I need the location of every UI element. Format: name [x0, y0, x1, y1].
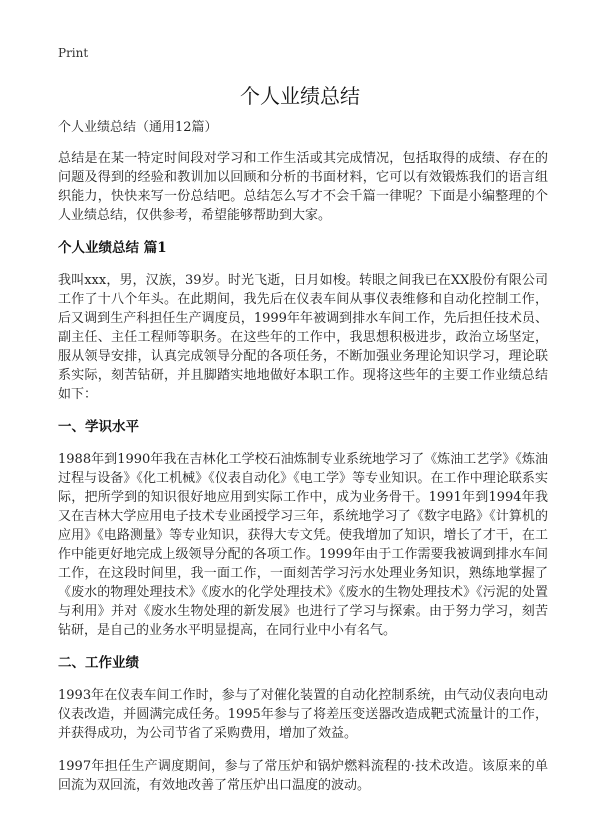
achievements-paragraph-2: 1997年担任生产调度期间，参与了常压炉和锅炉燃料流程的·技术改造。该原来的单回流为双回流，有效地改善了常压炉出口温度的波动。 — [58, 759, 548, 793]
knowledge-paragraph: 1988年到1990年我在吉林化工学校石油炼制专业系统地学习了《炼油工艺学》《炼油过程与设备》《化工机械》《仪表自动化》《电工学》等专业知识。在工作中理论联系实际，把所学到的知识很好地应用到实际工作中，成为业务骨干。1991年到1994年我又在吉林大学应用电子技术专业函授学习三年，系统地学习了《数字电路》《计算机的应用》《电路测量》等专业知识，获得大专文凭。使我增加了知识，增长了才干，在工作中能更好地完成上级领导分配的各项工作。1999年由于工作需要我被调到排水车间工作，在这段时间里，我一面工作，一面刻苦学习污水处理业务知识，熟练地掌握了《废水的物理处理技术》《废水的化学处理技术》《废水的生物处理技术》《污泥的处置与利用》并对《废水生物处理的新发展》也进行了学习与探索。由于努力学习，刻苦钻研，是自己的业务水平明显提高，在同行业中小有名气。 — [58, 452, 548, 638]
piece-heading: 个人业绩总结 篇1 — [58, 240, 167, 256]
section-heading-achievements: 二、工作业绩 — [58, 655, 139, 671]
document-subtitle: 个人业绩总结（通用12篇） — [58, 120, 218, 135]
intro-paragraph: 总结是在某一特定时间段对学习和工作生活或其完成情况，包括取得的成绩、存在的问题及得到的经验和教训加以回顾和分析的书面材料，它可以有效锻炼我们的语言组织能力，快快来写一份总结吧。总结怎么写才不会千篇一律呢？下面是小编整理的个人业绩总结，仅供参考，希望能够帮助到大家。 — [58, 151, 548, 223]
page-title: 个人业绩总结 — [240, 84, 360, 108]
document-body — [58, 118, 548, 809]
section-heading-knowledge: 一、学识水平 — [58, 419, 139, 435]
achievements-paragraph-1: 1993年在仪表车间工作时，参与了对催化装置的自动化控制系统，由气动仪表向电动仪表改造，并圆满完成任务。1995年参与了将差压变送器改造成靶式流量计的工作，并获得成功，为公司节省了采购费用，增加了效益。 — [58, 688, 548, 741]
opening-paragraph: 我叫xxx，男，汉族，39岁。时光飞逝，日月如梭。转眼之间我已在XX股份有限公司工作了十八个年头。在此期间，我先后在仪表车间从事仪表维修和自动化控制工作，后又调到生产科担任生产调度员，1999年年被调到排水车间工作，先后担任技术员、副主任、主任工程师等职务。在这些年的工作中，我思想积极进步，政治立场坚定，服从领导安排，认真完成领导分配的各项任务，不断加强业务理论知识学习，理论联系实际，刻苦钻研，并且脚踏实地地做好本职工作。现将这些年的主要工作业绩总结如下： — [58, 273, 548, 402]
print-link[interactable]: Print — [58, 46, 89, 60]
